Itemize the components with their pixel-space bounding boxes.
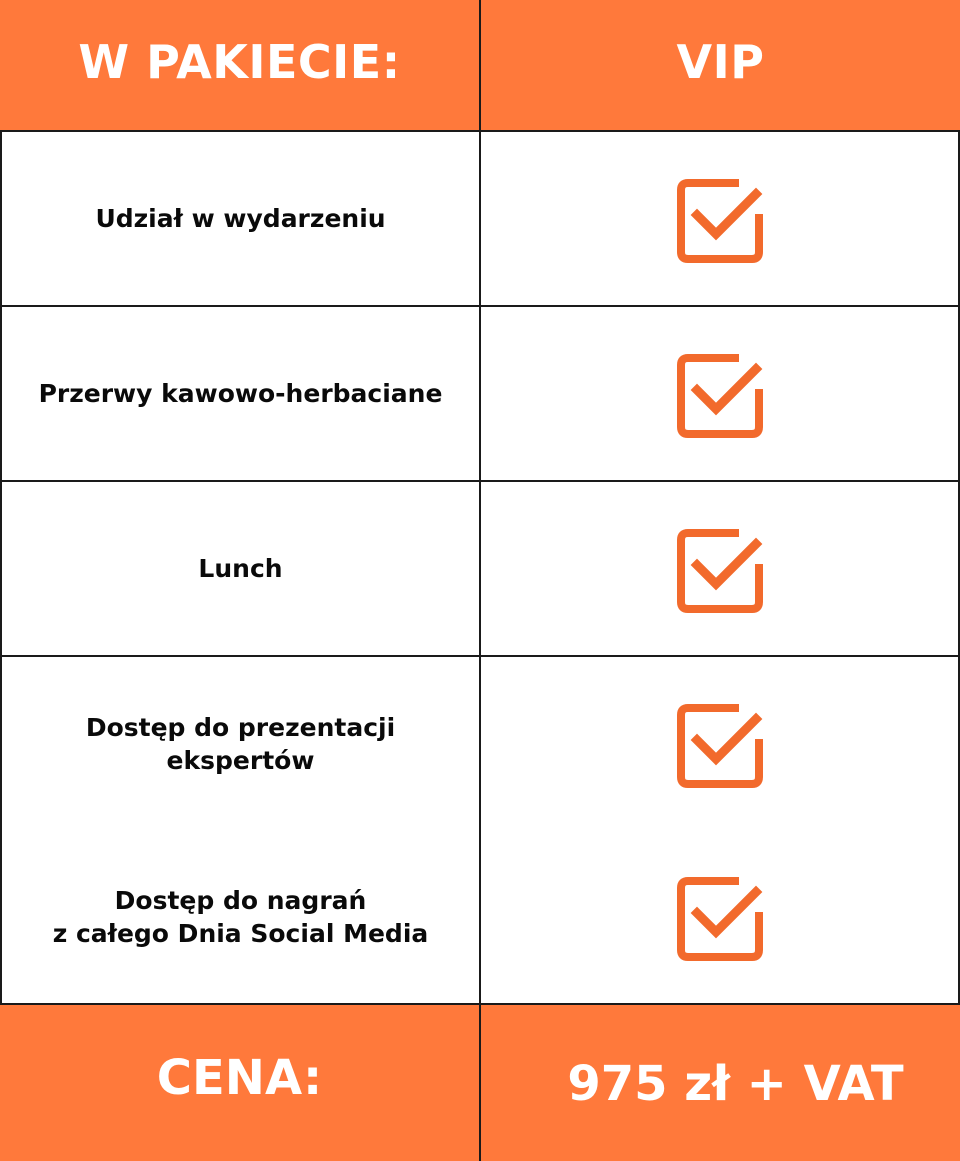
feature-label-cell [0,132,481,307]
feature-label-cell [0,657,481,832]
feature-check-cell [481,830,960,1005]
header-vip-label: VIP [481,0,960,132]
checkbox-checked-icon [675,174,765,264]
checkbox-checked-icon [675,524,765,614]
price-footer-row [0,1005,960,1161]
table-row [0,830,960,1005]
table-header-row [0,0,960,132]
price-value: 975 zł + VAT [481,1005,960,1161]
feature-check-cell [481,482,960,657]
feature-label-cell [0,830,481,1005]
feature-label: Lunch [198,554,283,583]
checkbox-checked-icon [675,699,765,789]
feature-check-cell [481,132,960,307]
table-row [0,132,960,307]
header-package-label: W PAKIECIE: [0,0,481,132]
table-row [0,657,960,832]
feature-check-cell [481,307,960,482]
price-label: CENA: [0,1005,481,1161]
table-row [0,307,960,482]
feature-label: Udział w wydarzeniu [95,204,386,233]
feature-label: Dostęp do prezentacji ekspertów [85,712,396,775]
checkbox-checked-icon [675,872,765,962]
table-row [0,482,960,657]
feature-label: Przerwy kawowo-herbaciane [38,379,443,408]
feature-label-cell [0,307,481,482]
feature-check-cell [481,657,960,832]
feature-label-cell [0,482,481,657]
feature-label: Dostęp do nagrań z całego Dnia Social Media [52,885,429,948]
checkbox-checked-icon [675,349,765,439]
